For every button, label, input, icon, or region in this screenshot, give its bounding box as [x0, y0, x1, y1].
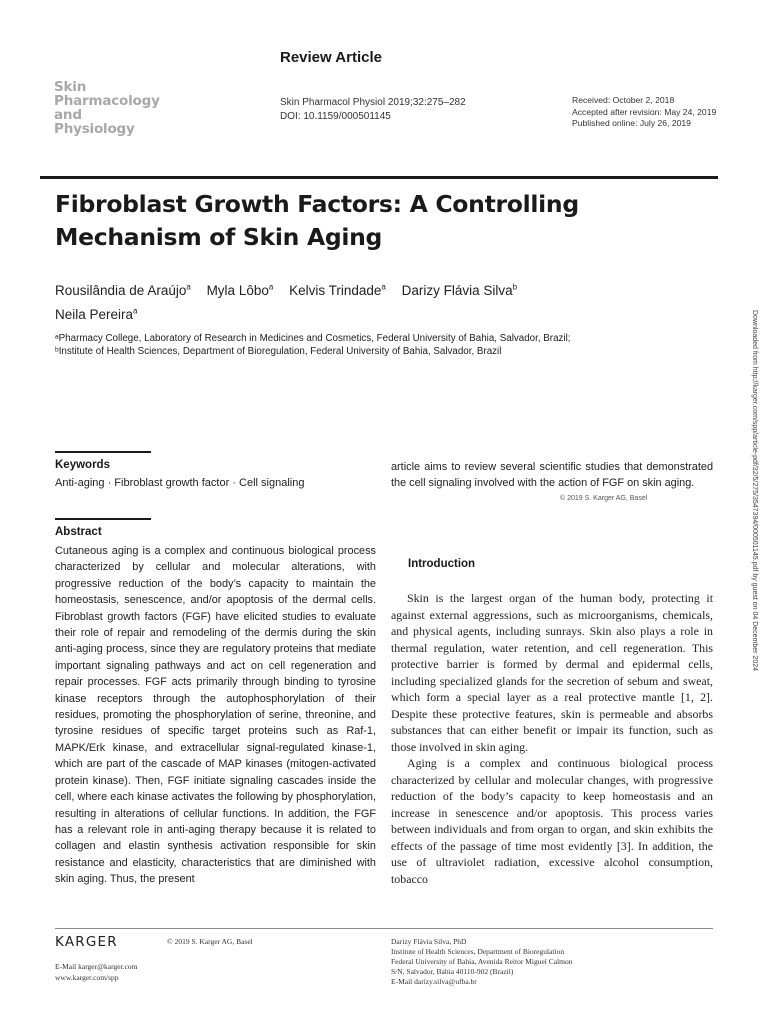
introduction-heading: Introduction [408, 558, 476, 570]
author: Rousilândia de Araújo$^a$ [55, 282, 191, 298]
paragraph: Skin is the largest organ of the human body, protecting it against external aggressions, such as microorganisms, chemicals, and physical agents, including sunrays. Skin also plays a role in thermal regulation, water retention, and cell regeneration. This protective barrier is formed by dermal and epidermal cells, including specialized glands for the secretion of sebum and sweat, which form a special layer as a real protective mantle [1, 2]. Despite these protective features, skin is permeable and absorbs substances that can either benefit or impair its function, such as those involved in skin aging. [391, 591, 713, 754]
author: Myla Lôbo$^a$ [206, 282, 274, 298]
keywords-rule [55, 451, 151, 453]
abstract-heading: Abstract [55, 526, 102, 538]
title-line: Mechanism of Skin Aging [55, 223, 383, 251]
introduction-body [391, 590, 713, 887]
footer-copyright: © 2019 S. Karger AG, Basel [167, 937, 253, 946]
abstract-continuation: article aims to review several scientific studies that demonstrated the cell signaling involved with the action of FGF on skin aging. [391, 461, 713, 490]
affiliations [55, 332, 655, 358]
publisher-logo: KARGER [55, 934, 118, 950]
author: Darizy Flávia Silva$^b$ [401, 282, 518, 298]
corr-line: Institute of Health Sciences, Department of Bioregulation [391, 947, 565, 956]
abstract-copyright: © 2019 S. Karger AG, Basel [560, 495, 648, 502]
dates-block [572, 95, 716, 130]
author: Kelvis Trindade$^a$ [289, 282, 386, 298]
footer-rule [55, 928, 713, 929]
affiliation-b: ᵇInstitute of Health Sciences, Department of Bioregulation, Federal University of Bahia, Salvador, Brazil [55, 346, 502, 357]
keywords-text: Anti-aging · Fibroblast growth factor · Cell signaling [55, 477, 305, 489]
corr-line: S/N, Salvador, Bahia 40110-902 (Brazil) [391, 967, 514, 976]
abstract-rule [55, 518, 151, 520]
author: Neila Pereira$^a$ [55, 306, 138, 322]
logo-line: Skin [54, 79, 87, 95]
paragraph: Aging is a complex and continuous biological process characterized by cellular and molecular changes, with progressive reduction of the body’s capacity to keep homeostasis and an increase in senescence and/or apoptosis. This process varies between individuals and from organ to organ, and skin exhibits the effects of the passage of time most evidently [3]. In addition, the use of ultraviolet radiation, excessive alcohol consumption, tobacco [391, 756, 713, 886]
journal-logo [54, 80, 184, 136]
header-rule [40, 176, 718, 179]
corr-line: Federal University of Bahia, Avenida Reitor Miguel Calmon [391, 957, 573, 966]
accepted-date: Accepted after revision: May 24, 2019 [572, 106, 717, 117]
citation: Skin Pharmacol Physiol 2019;32:275–282 [280, 97, 466, 108]
affiliation-a: ᵃPharmacy College, Laboratory of Research in Medicines and Cosmetics, Federal University of Bahia, Salvador, Brazil; [55, 333, 571, 344]
logo-line: and [54, 107, 82, 123]
keywords-heading: Keywords [55, 459, 110, 471]
title-line: Fibroblast Growth Factors: A Controlling [55, 190, 579, 218]
logo-line: Physiology [54, 121, 135, 137]
publisher-website[interactable]: www.karger.com/spp [55, 972, 119, 982]
publisher-contact [55, 962, 137, 983]
correspondence [391, 937, 573, 987]
article-type: Review Article [280, 49, 382, 66]
article-title [55, 188, 675, 254]
received-date: Received: October 2, 2018 [572, 95, 675, 105]
publisher-email[interactable]: E-Mail karger@karger.com [55, 962, 138, 971]
author-list [55, 276, 655, 325]
corr-email[interactable]: E-Mail darizy.silva@ufba.br [391, 977, 477, 986]
published-date: Published online: July 26, 2019 [572, 118, 691, 128]
doi-link[interactable]: DOI: 10.1159/000501145 [280, 111, 391, 122]
download-note: Downloaded from http://karger.com/spp/article-pdf/32/5/275/3547394/000501145.pdf by guest on 04 December 2024 [751, 310, 758, 671]
corr-name: Darizy Flávia Silva, PhD [391, 937, 467, 946]
citation-block [280, 96, 466, 124]
logo-line: Pharmacology [54, 93, 160, 109]
abstract-text: Cutaneous aging is a complex and continuous biological process characterized by cellular and molecular alterations, with progressive reduction of the body’s capacity to maintain the homeostasis, senescence, and/or apoptosis of the dermal cells. Fibroblast growth factors (FGF) have elicited studies to evaluate their role of repair and remodeling of the dermis during the skin anti-aging process, since they are regulatory proteins that mediate important signaling pathways and act on cell regeneration and repair processes. FGF acts primarily through binding to tyrosine kinase receptors through the autophosphorylation of their residues, promoting the phosphorylation of serine, threonine, and tyrosine residues of specific target proteins such as Raf-1, MAPK/Erk kinase, and extracellular signal-regulated kinase-1, which are part of the cascade of MAP kinases (mitogen-activated protein kinase). Then, FGF initiate signaling cascades inside the cell, where each kinase activates the following by phosphorylation, resulting in alterations of cellular functions. In addition, the FGF has a relevant role in anti-aging therapy because it is related to collagen and elastin synthesis activation responsible for skin resistance and elasticity, characteristics that are diminished with skin aging. Thus, the present [55, 545, 376, 886]
